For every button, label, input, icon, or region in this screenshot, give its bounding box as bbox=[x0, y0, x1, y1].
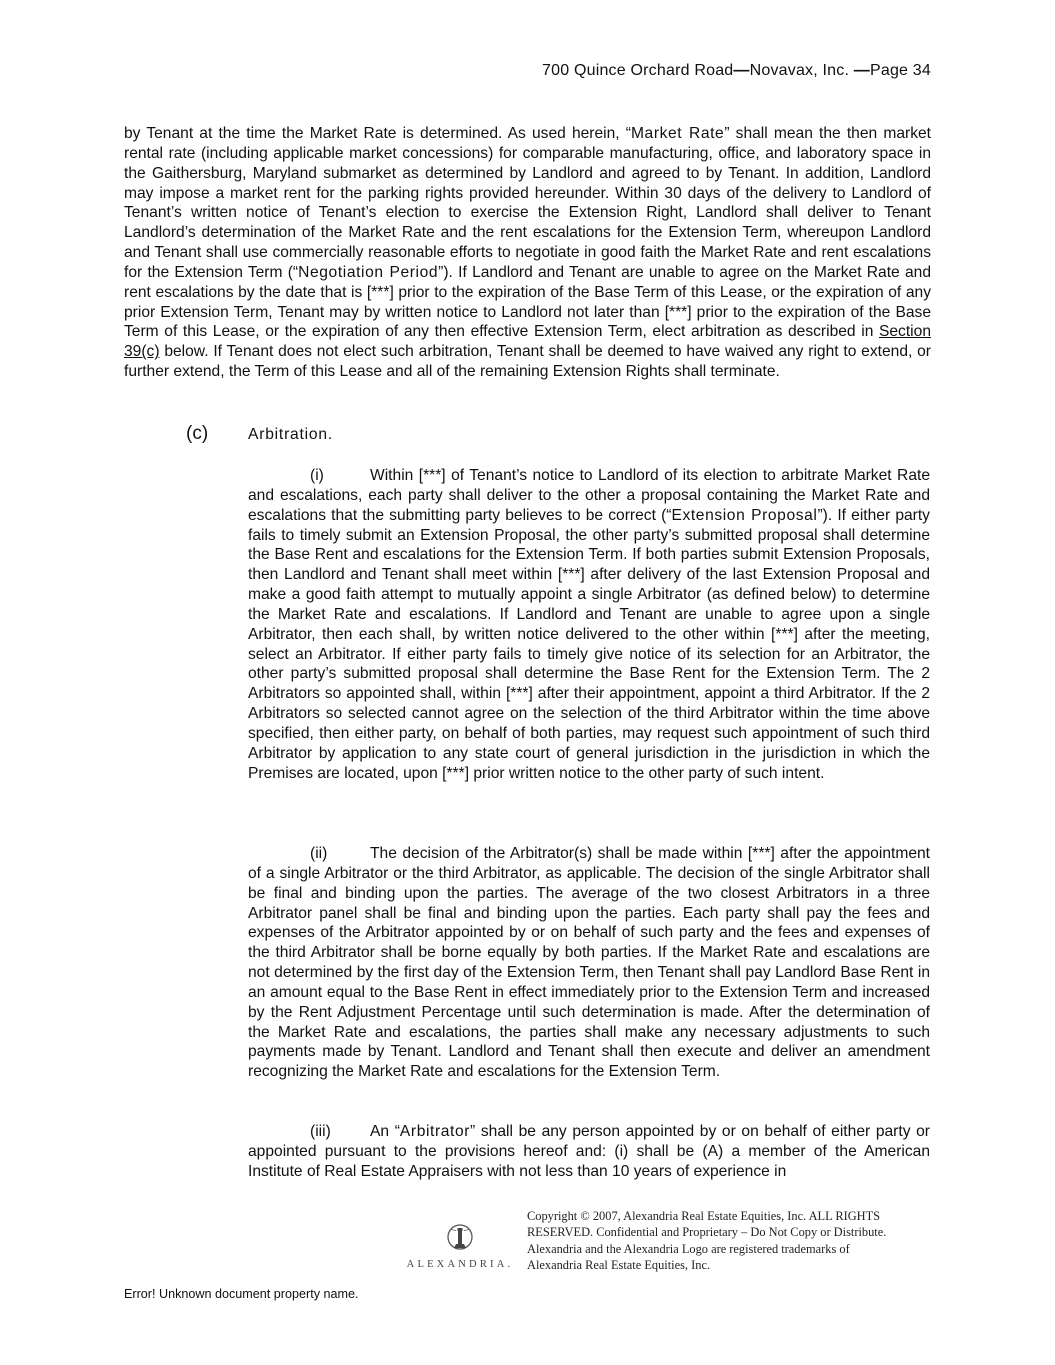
text-run: Within [***] of Tenant’s notice to Landlord of its election to arbitrate Market Rate and escalations, each party shall deliver to the other a proposal containing the Market Rate and escalations that the submitting party believes to be correct (“ bbox=[248, 467, 930, 524]
logo-wordmark: ALEXANDRIA. bbox=[406, 1259, 514, 1270]
text-run: An “ bbox=[370, 1123, 400, 1140]
page-header bbox=[542, 62, 931, 80]
subsection-ii bbox=[248, 844, 930, 1082]
text-run: ”). If either party fails to timely submit an Extension Proposal, the other party’s submitted proposal shall determine the Base Rent and escalations for the Extension Term. If both parties submit Extension Proposals, then Landlord and Tenant shall meet within [***] after delivery of the last Extension Proposal and make a good faith attempt to mutually appoint a single Arbitrator (as defined below) to determine the Market Rate and escalations. If Landlord and Tenant are unable to agree upon a single Arbitrator, then each shall, by written notice delivered to the other within [***] after the meeting, select an Arbitrator. If either party fails to timely give notice of its selection for an Arbitrator, the other party’s submitted proposal shall determine the Base Rent for the Extension Term. The 2 Arbitrators so appointed shall, within [***] after their appointment, appoint a third Arbitrator. If the 2 Arbitrators so selected cannot agree on the selection of the third Arbitrator within the time above specified, then either party, on behalf of both parties, may request such appointment of such third Arbitrator by application to any state court of general jurisdiction in the jurisdiction in which the Premises are located, upon [***] prior written notice to the other party of such intent. bbox=[248, 506, 930, 782]
defined-term: Market Rate bbox=[630, 125, 725, 142]
text-run: by Tenant at the time the Market Rate is determined. As used herein, “ bbox=[124, 125, 631, 142]
header-dash: — bbox=[733, 62, 750, 79]
header-company: Novavax, Inc. bbox=[749, 62, 854, 79]
alexandria-logo bbox=[405, 1224, 515, 1270]
document-property-error: Error! Unknown document property name. bbox=[124, 1287, 359, 1301]
lighthouse-icon bbox=[443, 1224, 477, 1252]
defined-term: Arbitrator bbox=[399, 1123, 471, 1140]
text-run: The decision of the Arbitrator(s) shall be made within [***] after the appointment of a single Arbitrator or the third Arbitrator, as applicable. The decision of the single Arbitrator shall be final and binding upon the parties. The average of the two closest Arbitrators in a three Arbitrator panel shall be final and binding upon the parties. Each party shall pay the fees and expenses of the Arbitrator appointed by or on behalf of such party and the fees and expenses of the third Arbitrator shall be borne equally by both parties. If the Market Rate and escalations are not determined by the first day of the Extension Term, then Tenant shall pay Landlord Base Rent in an amount equal to the Base Rent in effect immediately prior to the Extension Term and increased by the Rent Adjustment Percentage until such determination is made. After the determination of the Market Rate and escalations, the parties shall make any necessary adjustments to such payments made by Tenant. Landlord and Tenant shall then execute and deliver an amendment recognizing the Market Rate and escalations for the Extension Term. bbox=[248, 845, 930, 1081]
header-dash: — bbox=[853, 62, 870, 79]
paragraph-market-rate bbox=[124, 124, 931, 382]
subsection-i bbox=[248, 466, 930, 784]
defined-term: Negotiation Period bbox=[298, 263, 439, 281]
text-run: ” shall be any person appointed by or on behalf of either party or appointed pursuant to the provisions hereof and: (i) shall be (A) a member of the American Institute of Real Estate Appraisers with not less than 10 years of experience in bbox=[248, 1123, 930, 1180]
text-run: ” shall mean the then market rental rate (including applicable market concessions) for comparable manufacturing, office, and laboratory space in the Gaithersburg, Maryland submarket as determined by Landlord and agreed to by Tenant. In addition, Landlord may impose a market rent for the parking rights provided hereunder. Within 30 days of the delivery to Landlord of Tenant’s written notice of Tenant’s election to exercise the Extension Right, Landlord shall deliver to Tenant Landlord’s determination of the Market Rate and the rent escalations for the Extension Term, whereupon Landlord and Tenant shall use commercially reasonable efforts to negotiate in good faith the Market Rate and rent escalations for the Extension Term (“ bbox=[124, 125, 932, 281]
copyright-notice: Copyright © 2007, Alexandria Real Estate Equities, Inc. ALL RIGHTS RESERVED. Confidential and Proprietary – Do Not Copy or Distribute. Alexandria and the Alexandria Logo are registered trademarks of Alexandria Real Estate Equities, Inc. bbox=[527, 1209, 887, 1272]
header-page-number: Page 34 bbox=[869, 62, 931, 79]
header-address: 700 Quince Orchard Road bbox=[542, 62, 734, 79]
text-run: ”). If Landlord and Tenant are unable to agree on the Market Rate and rent escalations by the date that is [***] prior to the expiration of the Base Term of this Lease, or the expiration of any prior Extension Term, Tenant may by written notice to Landlord not later than [***] prior to the expiration of the Base Term of this Lease, or the expiration of any then effective Extension Term, elect arbitration as described in bbox=[124, 263, 931, 341]
subsection-iii bbox=[248, 1122, 930, 1182]
subsection-number: (ii) bbox=[310, 845, 328, 862]
defined-term: Extension Proposal bbox=[671, 506, 818, 524]
subsection-number: (i) bbox=[310, 467, 324, 484]
section-title: Arbitration. bbox=[248, 426, 334, 443]
text-run: below. If Tenant does not elect such arbitration, Tenant shall be deemed to have waived any right to extend, or further extend, the Term of this Lease and all of the remaining Extension Rights shall terminate. bbox=[124, 343, 931, 381]
subsection-number: (iii) bbox=[310, 1123, 331, 1140]
section-label: (c) bbox=[186, 423, 209, 444]
section-reference-link[interactable]: Section 39(c) bbox=[124, 323, 931, 361]
